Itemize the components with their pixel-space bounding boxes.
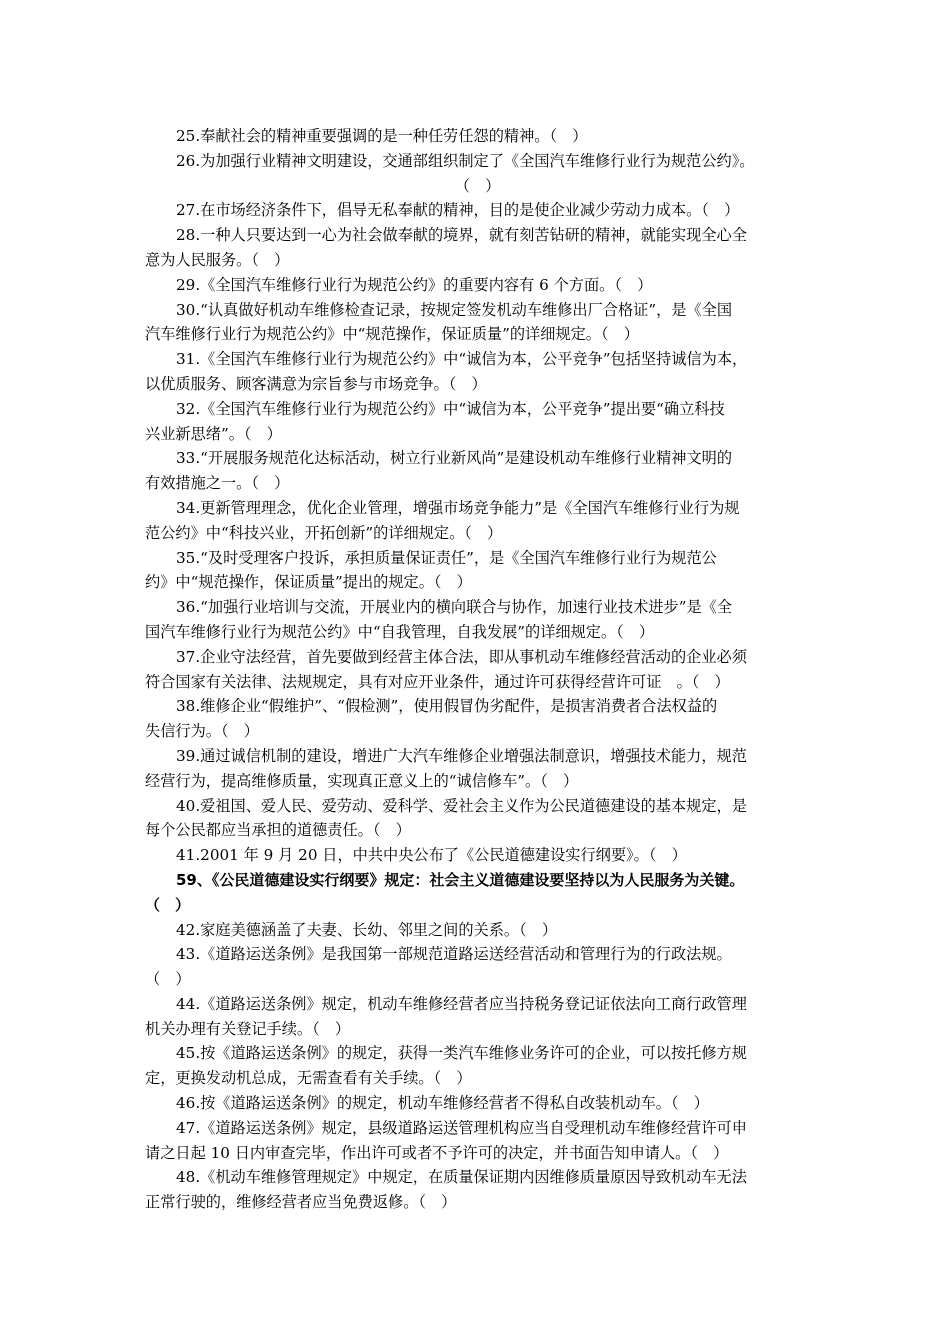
question-item bbox=[145, 694, 810, 744]
question-item bbox=[145, 397, 810, 447]
question-text: 34.更新管理理念，优化企业管理，增强市场竞争能力”是《全国汽车维修行业行为规 bbox=[176, 498, 740, 517]
question-text-continued: 机关办理有关登记手续。（ ） bbox=[145, 1019, 351, 1038]
question-item bbox=[145, 198, 810, 223]
question-item bbox=[145, 1091, 810, 1116]
question-item bbox=[145, 347, 810, 397]
question-item bbox=[145, 843, 810, 868]
question-item bbox=[145, 794, 810, 844]
question-text: 32.《全国汽车维修行业行为规范公约》中“诚信为本，公平竞争”提出要“确立科技 bbox=[176, 399, 725, 418]
question-text: 36.“加强行业培训与交流，开展业内的横向联合与协作，加速行业技术进步”是《全 bbox=[176, 598, 733, 617]
question-item bbox=[145, 992, 810, 1042]
question-item bbox=[145, 546, 810, 596]
question-text: 35.“及时受理客户投诉，承担质量保证责任”，是《全国汽车维修行业行为规范公 bbox=[176, 548, 717, 567]
question-item bbox=[145, 1041, 810, 1091]
question-text-continued: 定，更换发动机总成，无需查看有关手续。（ ） bbox=[145, 1069, 472, 1088]
question-text-continued: 符合国家有关法律、法规规定，具有对应开业条件，通过许可获得经营许可证 。（ ） bbox=[145, 672, 730, 691]
question-text-continued: 约》中“规范操作，保证质量”提出的规定。（ ） bbox=[145, 573, 472, 592]
question-item bbox=[145, 124, 810, 149]
question-text-continued: 汽车维修行业行为规范公约》中“规范操作，保证质量”的详细规定。（ ） bbox=[145, 325, 639, 344]
question-text: 38.维修企业“假维护”、“假检测”，使用假冒伪劣配件，是损害消费者合法权益的 bbox=[176, 697, 718, 716]
question-text: 41.2001 年 9 月 20 日，中共中央公布了《公民道德建设实行纲要》。（ ） bbox=[176, 846, 687, 865]
question-text-continued: 失信行为。（ ） bbox=[145, 722, 259, 741]
question-text: 46.按《道路运送条例》的规定，机动车维修经营者不得私自改装机动车。（ ） bbox=[176, 1094, 709, 1113]
question-text: 26.为加强行业精神文明建设，交通部组织制定了《全国汽车维修行业行为规范公约》。 bbox=[176, 151, 755, 170]
question-text: 45.按《道路运送条例》的规定，获得一类汽车维修业务许可的企业，可以按托修方规 bbox=[176, 1044, 747, 1063]
question-text: 30.“认真做好机动车维修检查记录，按规定签发机动车维修出厂合格证”，是《全国 bbox=[176, 300, 733, 319]
question-text: 31.《全国汽车维修行业行为规范公约》中“诚信为本，公平竞争”包括坚持诚信为本， bbox=[176, 350, 748, 369]
question-text: 59、《公民道德建设实行纲要》规定：社会主义道德建设要坚持以为人民服务为关键。 bbox=[176, 870, 745, 889]
question-item bbox=[145, 918, 810, 943]
question-text: 43.《道路运送条例》是我国第一部规范道路运送经营活动和管理行为的行政法规。 bbox=[176, 945, 732, 964]
question-text: 42.家庭美德涵盖了夫妻、长幼、邻里之间的关系。（ ） bbox=[176, 920, 558, 939]
question-text-continued: （ ） bbox=[145, 895, 191, 914]
question-text: 29.《全国汽车维修行业行为规范公约》的重要内容有 6 个方面。（ ） bbox=[176, 275, 653, 294]
question-text: 47.《道路运送条例》规定，县级道路运送管理机构应当自受理机动车维修经营许可申 bbox=[176, 1118, 747, 1137]
question-text-continued: （ ） bbox=[145, 970, 191, 989]
question-item bbox=[145, 645, 810, 695]
question-text-continued: 经营行为，提高维修质量，实现真正意义上的“诚信修车”。（ ） bbox=[145, 771, 579, 790]
question-item bbox=[145, 868, 810, 918]
question-item bbox=[145, 149, 810, 199]
question-text: 37.企业守法经营，首先要做到经营主体合法，即从事机动车维修经营活动的企业必须 bbox=[176, 647, 747, 666]
question-item bbox=[145, 595, 810, 645]
question-text: 48.《机动车维修管理规定》中规定，在质量保证期内因维修质量原因导致机动车无法 bbox=[176, 1168, 747, 1187]
question-text-continued: 意为人民服务。（ ） bbox=[145, 250, 290, 269]
question-text: 28.一种人只要达到一心为社会做奉献的境界，就有刻苦钻研的精神，就能实现全心全 bbox=[176, 226, 747, 245]
document-page bbox=[145, 124, 810, 1215]
question-text-continued: 范公约》中“科技兴业，开拓创新”的详细规定。（ ） bbox=[145, 523, 503, 542]
question-item bbox=[145, 942, 810, 992]
question-item bbox=[145, 1165, 810, 1215]
question-text: 44.《道路运送条例》规定，机动车维修经营者应当持税务登记证依法向工商行政管理 bbox=[176, 994, 747, 1013]
question-text: 25.奉献社会的精神重要强调的是一种任劳任怨的精神。（ ） bbox=[176, 127, 588, 145]
question-text-continued: 请之日起 10 日内审查完毕，作出许可或者不予许可的决定，并书面告知申请人。（ ） bbox=[145, 1143, 729, 1162]
question-text-continued: 正常行驶的，维修经营者应当免费返修。（ ） bbox=[145, 1193, 457, 1212]
question-text-continued: 以优质服务、顾客满意为宗旨参与市场竞争。（ ） bbox=[145, 374, 487, 393]
question-text: 33.“开展服务规范化达标活动，树立行业新风尚”是建设机动车维修行业精神文明的 bbox=[176, 449, 733, 468]
question-item bbox=[145, 1116, 810, 1166]
question-item bbox=[145, 298, 810, 348]
question-text: 27.在市场经济条件下，倡导无私奉献的精神，目的是使企业减少劳动力成本。（ ） bbox=[176, 201, 740, 220]
question-text: 40.爱祖国、爱人民、爱劳动、爱科学、爱社会主义作为公民道德建设的基本规定，是 bbox=[176, 796, 747, 815]
question-text: 39.通过诚信机制的建设，增进广大汽车维修企业增强法制意识，增强技术能力，规范 bbox=[176, 746, 747, 765]
question-text-continued: 国汽车维修行业行为规范公约》中“自我管理，自我发展”的详细规定。（ ） bbox=[145, 622, 655, 641]
question-item bbox=[145, 273, 810, 298]
question-item bbox=[145, 223, 810, 273]
question-item bbox=[145, 744, 810, 794]
question-text-continued: 每个公民都应当承担的道德责任。（ ） bbox=[145, 821, 411, 840]
question-text-continued: 兴业新思绪”。（ ） bbox=[145, 424, 282, 443]
question-item bbox=[145, 446, 810, 496]
question-text-continued: 有效措施之一。（ ） bbox=[145, 474, 290, 493]
question-text-continued: （ ） bbox=[454, 176, 501, 195]
question-item bbox=[145, 496, 810, 546]
